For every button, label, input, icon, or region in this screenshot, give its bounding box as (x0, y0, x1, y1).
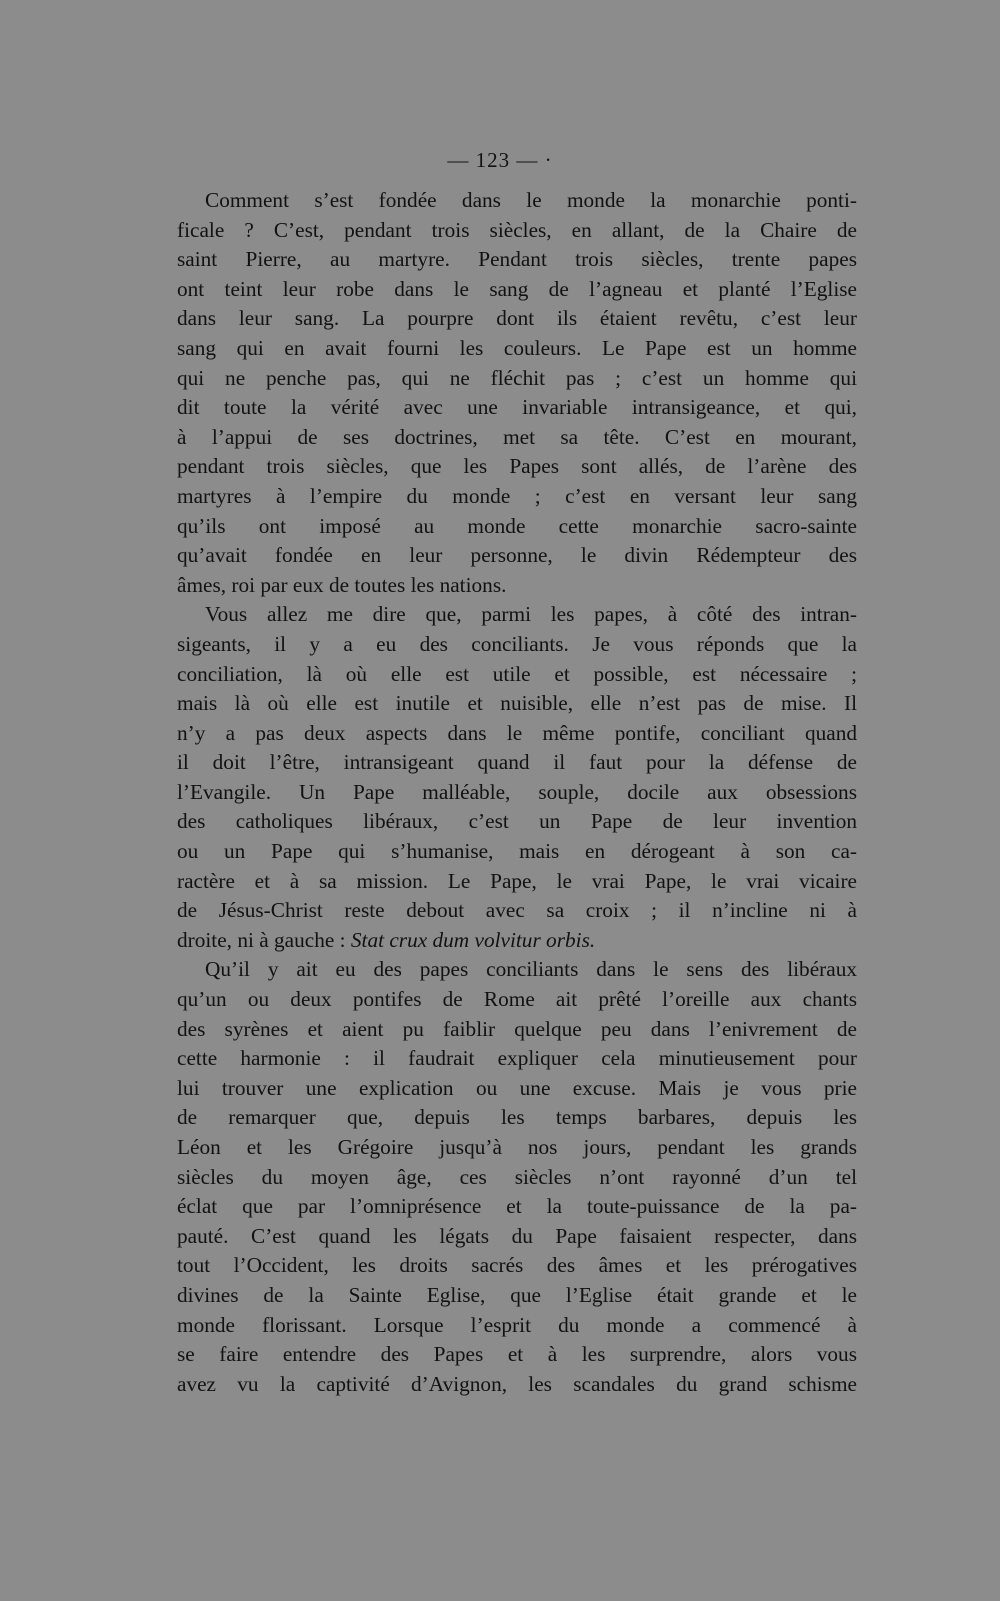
paragraph-2 (177, 600, 857, 955)
text-line: Comment s’est fondée dans le monde la monarchie ponti- (205, 188, 857, 212)
text-line: mais là où elle est inutile et nuisible, elle n’est pas de mise. Il (177, 691, 857, 716)
page-number-header: — 123 — · (447, 148, 553, 172)
text-line: lui trouver une explication ou une excuse. Mais je vous prie (177, 1075, 857, 1100)
text-line-with-latin-quote (177, 926, 857, 956)
text-line: pendant trois siècles, que les Papes sont allés, de l’arène des (177, 454, 857, 479)
text-line: éclat que par l’omniprésence et la toute-puissance de la pa- (177, 1194, 857, 1219)
text-line: divines de la Sainte Eglise, que l’Eglise était grande et le (177, 1282, 857, 1307)
text-line-plain: droite, ni à gauche : (177, 927, 346, 952)
text-line: il doit l’être, intransigeant quand il faut pour la défense de (177, 750, 857, 775)
text-line: saint Pierre, au martyre. Pendant trois siècles, trente papes (177, 247, 857, 272)
text-line: dans leur sang. La pourpre dont ils étaient revêtu, c’est leur (177, 306, 857, 331)
body-text (177, 186, 857, 1399)
text-line: ractère et à sa mission. Le Pape, le vrai Pape, le vrai vicaire (177, 868, 857, 893)
text-line: conciliation, là où elle est utile et possible, est nécessaire ; (177, 661, 857, 686)
text-line: ont teint leur robe dans le sang de l’agneau et planté l’Eglise (177, 276, 857, 301)
text-line: Qu’il y ait eu des papes conciliants dans le sens des libéraux (205, 957, 857, 982)
latin-quote: Stat crux dum volvitur orbis. (350, 927, 596, 952)
text-line: tout l’Occident, les droits sacrés des âmes et les prérogatives (177, 1253, 857, 1278)
paragraph-3 (177, 955, 857, 1399)
text-line: sigeants, il y a eu des conciliants. Je vous réponds que la (177, 631, 857, 656)
text-line: qu’un ou deux pontifes de Rome ait prêté l’oreille aux chants (177, 987, 857, 1012)
text-line: sang qui en avait fourni les couleurs. Le Pape est un homme (177, 335, 857, 360)
text-line: cette harmonie : il faudrait expliquer cela minutieusement pour (177, 1046, 857, 1071)
text-line: des catholiques libéraux, c’est un Pape de leur invention (177, 809, 857, 834)
text-line: qui ne penche pas, qui ne fléchit pas ; c’est un homme qui (177, 365, 857, 390)
text-line: Vous allez me dire que, parmi les papes, à côté des intran- (205, 602, 857, 627)
text-line: martyres à l’empire du monde ; c’est en versant leur sang (177, 483, 857, 508)
text-line: avez vu la captivité d’Avignon, les scandales du grand schisme (177, 1371, 857, 1396)
text-line: l’Evangile. Un Pape malléable, souple, docile aux obsessions (177, 779, 857, 804)
paragraph-1 (177, 186, 857, 600)
text-line: n’y a pas deux aspects dans le même pontife, conciliant quand (177, 720, 857, 745)
text-line: des syrènes et aient pu faiblir quelque peu dans l’enivrement de (177, 1016, 857, 1041)
text-line: de Jésus-Christ reste debout avec sa croix ; il n’incline ni à (177, 898, 857, 923)
text-line: âmes, roi par eux de toutes les nations. (177, 572, 507, 597)
text-line: de remarquer que, depuis les temps barbares, depuis les (177, 1105, 857, 1130)
text-line: se faire entendre des Papes et à les surprendre, alors vous (177, 1342, 857, 1367)
text-line: ficale ? C’est, pendant trois siècles, en allant, de la Chaire de (177, 217, 857, 242)
text-line: ou un Pape qui s’humanise, mais en dérogeant à son ca- (177, 839, 857, 864)
text-line: Léon et les Grégoire jusqu’à nos jours, pendant les grands (177, 1135, 857, 1159)
text-line: qu’ils ont imposé au monde cette monarchie sacro-sainte (177, 513, 857, 538)
text-line: siècles du moyen âge, ces siècles n’ont rayonné d’un tel (177, 1164, 857, 1189)
text-line: qu’avait fondée en leur personne, le divin Rédempteur des (177, 543, 857, 568)
text-line: dit toute la vérité avec une invariable intransigeance, et qui, (177, 395, 857, 420)
text-line: monde florissant. Lorsque l’esprit du monde a commencé à (177, 1312, 857, 1337)
text-line: à l’appui de ses doctrines, met sa tête. C’est en mourant, (177, 424, 857, 449)
text-line: pauté. C’est quand les légats du Pape faisaient respecter, dans (177, 1223, 857, 1248)
